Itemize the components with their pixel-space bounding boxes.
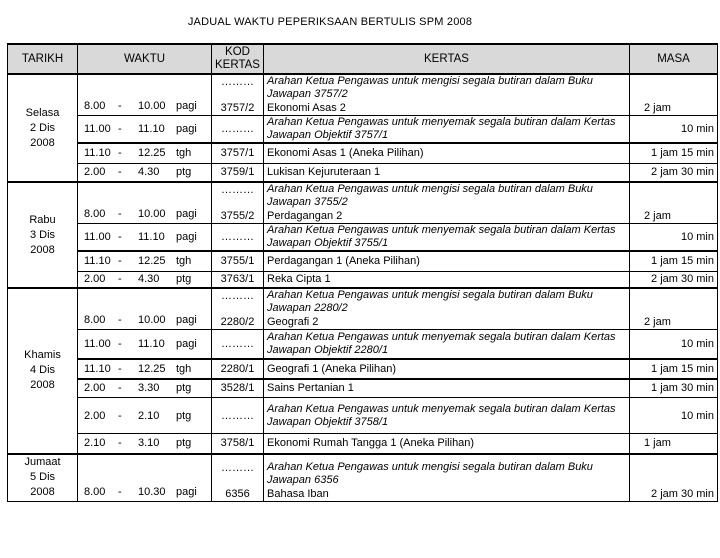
date-date: 4 Dis (29, 364, 56, 377)
kod-cell (212, 251, 264, 271)
instruction-text: Arahan Ketua Pengawas untuk menyemak segala butiran dalam Kertas Jawapan Objektif 3755/1 (267, 224, 616, 249)
kod-cell (212, 379, 264, 398)
time-start: 2.00 (84, 409, 106, 422)
table-row (8, 330, 718, 359)
kod-cell (212, 143, 264, 163)
time-dash: - (118, 486, 122, 498)
table-row (8, 116, 718, 144)
time-cell (78, 143, 212, 163)
date-day: Khamis (24, 349, 61, 362)
page-title: JADUAL WAKTU PEPERIKSAAN BERTULIS SPM 2008 (187, 16, 473, 28)
table-row (8, 74, 718, 116)
masa-cell: 10 min (630, 224, 718, 252)
header-tarikh: TARIKH (8, 44, 78, 74)
time-dash: - (118, 147, 122, 160)
kod-value: 3528/1 (220, 382, 255, 395)
table-row (8, 224, 718, 252)
masa-cell: 1 jam (630, 434, 718, 454)
time-dash: - (118, 273, 122, 286)
table-row (8, 251, 718, 271)
time-end: 10.30 (138, 486, 166, 498)
kod-value: 2280/2 (220, 316, 255, 328)
kod-value: ……… (221, 231, 254, 243)
time-dash: - (118, 208, 122, 220)
header-waktu: WAKTU (78, 44, 212, 74)
date-year: 2008 (30, 486, 55, 499)
time-start: 2.10 (84, 437, 106, 450)
kod-value: 3758/1 (220, 437, 255, 450)
table-row (8, 454, 718, 502)
time-end: 10.00 (138, 100, 166, 112)
kod-cell (212, 288, 264, 330)
date-cell (8, 182, 78, 288)
time-cell (78, 398, 212, 434)
time-period: ptg (176, 166, 192, 179)
kod-value: 2280/1 (220, 362, 255, 375)
header-kertas: KERTAS (264, 44, 630, 74)
instruction-text: Arahan Ketua Pengawas untuk mengisi segala butiran dalam Buku Jawapan 6356 (267, 461, 593, 486)
time-end: 12.25 (138, 147, 166, 160)
time-start: 11.00 (84, 123, 111, 135)
time-cell (78, 116, 212, 144)
time-start: 8.00 (84, 314, 106, 326)
kod-value: 3757/1 (220, 147, 255, 160)
date-day: Selasa (25, 106, 60, 119)
time-start: 8.00 (84, 486, 106, 498)
kod-dots: ……… (221, 76, 254, 88)
time-start: 11.00 (84, 231, 111, 243)
paper-name: Ekonomi Rumah Tangga 1 (Aneka Pilihan) (267, 437, 475, 450)
paper-name: Ekonomi Asas 1 (Aneka Pilihan) (267, 147, 424, 160)
time-end: 3.10 (138, 437, 160, 450)
time-cell (78, 74, 212, 116)
kod-value: 3755/1 (220, 255, 255, 268)
kod-cell (212, 359, 264, 379)
instruction-text: Arahan Ketua Pengawas untuk mengisi segala butiran dalam Buku Jawapan 3757/2 (267, 75, 593, 100)
time-start: 8.00 (84, 100, 106, 112)
kertas-cell (264, 163, 630, 182)
time-period: pagi (176, 100, 197, 112)
time-period: pagi (176, 208, 197, 220)
kod-cell (212, 116, 264, 144)
masa-cell: 10 min (630, 398, 718, 434)
time-period: pagi (176, 337, 197, 350)
time-period: pagi (176, 123, 197, 135)
table-row (8, 182, 718, 224)
kod-dots: ……… (221, 462, 254, 474)
kertas-cell (264, 398, 630, 434)
masa-cell: 2 jam (630, 182, 718, 224)
date-date: 5 Dis (29, 471, 56, 484)
kod-value: 3763/1 (220, 273, 255, 286)
time-period: pagi (176, 314, 197, 326)
time-dash: - (118, 409, 122, 422)
time-end: 12.25 (138, 362, 166, 375)
time-dash: - (118, 337, 122, 350)
kertas-cell (264, 224, 630, 252)
table-row (8, 359, 718, 379)
time-period: ptg (176, 409, 192, 422)
kod-cell (212, 74, 264, 116)
paper-name: Ekonomi Asas 2 (267, 102, 346, 114)
time-cell (78, 271, 212, 288)
time-cell (78, 224, 212, 252)
paper-name: Geografi 2 (267, 316, 319, 328)
table-row (8, 379, 718, 398)
kod-cell (212, 163, 264, 182)
time-period: tgh (176, 255, 192, 268)
masa-cell: 2 jam 30 min (630, 163, 718, 182)
header-kod-line1: KOD (225, 46, 250, 58)
time-end: 10.00 (138, 314, 166, 326)
header-kod-line2: KERTAS (215, 59, 260, 71)
time-dash: - (118, 123, 122, 135)
date-day: Rabu (29, 213, 56, 226)
kertas-cell (264, 379, 630, 398)
time-period: tgh (176, 147, 192, 160)
time-start: 11.10 (84, 147, 111, 160)
time-cell (78, 288, 212, 330)
time-period: ptg (176, 273, 192, 286)
time-end: 10.00 (138, 208, 166, 220)
kertas-cell (264, 74, 630, 116)
date-date: 3 Dis (29, 228, 56, 241)
time-start: 2.00 (84, 166, 106, 179)
masa-cell: 10 min (630, 330, 718, 359)
time-end: 2.10 (138, 409, 160, 422)
table-row (8, 143, 718, 163)
time-cell (78, 379, 212, 398)
time-cell (78, 454, 212, 502)
kertas-cell (264, 182, 630, 224)
kertas-cell (264, 271, 630, 288)
header-kod-kertas (212, 44, 264, 74)
paper-name: Reka Cipta 1 (267, 273, 331, 286)
instruction-text: Arahan Ketua Pengawas untuk menyemak segala butiran dalam Kertas Jawapan Objektif 3758/1 (267, 402, 616, 428)
timetable-body (8, 74, 718, 502)
time-start: 11.10 (84, 255, 111, 268)
time-dash: - (118, 382, 122, 395)
date-cell (8, 74, 78, 182)
time-dash: - (118, 362, 122, 375)
time-period: ptg (176, 437, 192, 450)
paper-name: Sains Pertanian 1 (267, 382, 354, 395)
kertas-cell (264, 330, 630, 359)
kod-cell (212, 182, 264, 224)
time-cell (78, 251, 212, 271)
masa-cell: 1 jam 15 min (630, 251, 718, 271)
masa-cell: 2 jam 30 min (630, 454, 718, 502)
date-year: 2008 (30, 136, 55, 149)
time-end: 3.30 (138, 382, 160, 395)
masa-cell: 1 jam 15 min (630, 359, 718, 379)
paper-name: Bahasa Iban (267, 488, 329, 500)
kod-cell (212, 454, 264, 502)
kod-value: ……… (221, 409, 254, 422)
kod-value: ……… (221, 123, 254, 135)
time-end: 11.10 (138, 123, 165, 135)
time-cell (78, 182, 212, 224)
kertas-cell (264, 288, 630, 330)
time-end: 11.10 (138, 231, 165, 243)
kod-cell (212, 398, 264, 434)
time-period: pagi (176, 486, 197, 498)
kertas-cell (264, 116, 630, 144)
date-year: 2008 (30, 243, 55, 256)
paper-name: Lukisan Kejuruteraan 1 (267, 166, 381, 179)
date-cell (8, 288, 78, 454)
kertas-cell (264, 251, 630, 271)
date-date: 2 Dis (29, 121, 56, 134)
kertas-cell (264, 143, 630, 163)
table-row (8, 434, 718, 454)
table-row (8, 271, 718, 288)
masa-cell: 1 jam 15 min (630, 143, 718, 163)
kod-value: 3755/2 (220, 210, 255, 222)
time-period: tgh (176, 362, 192, 375)
kod-value: ……… (221, 337, 254, 350)
time-cell (78, 330, 212, 359)
masa-cell: 2 jam 30 min (630, 271, 718, 288)
masa-cell: 2 jam (630, 288, 718, 330)
table-row (8, 398, 718, 434)
instruction-text: Arahan Ketua Pengawas untuk mengisi segala butiran dalam Buku Jawapan 3755/2 (267, 183, 593, 208)
time-end: 4.30 (138, 273, 160, 286)
date-day: Jumaat (24, 456, 61, 469)
time-start: 8.00 (84, 208, 106, 220)
time-start: 2.00 (84, 382, 106, 395)
time-cell (78, 434, 212, 454)
kod-value: 6356 (225, 488, 250, 500)
time-dash: - (118, 255, 122, 268)
instruction-text: Arahan Ketua Pengawas untuk menyemak segala butiran dalam Kertas Jawapan Objektif 3757/1 (267, 116, 616, 141)
time-end: 12.25 (138, 255, 166, 268)
time-dash: - (118, 166, 122, 179)
exam-timetable (7, 43, 718, 502)
time-dash: - (118, 437, 122, 450)
header-masa: MASA (630, 44, 718, 74)
time-start: 2.00 (84, 273, 106, 286)
masa-cell: 1 jam 30 min (630, 379, 718, 398)
kod-cell (212, 224, 264, 252)
paper-name: Perdagangan 2 (267, 210, 343, 222)
time-dash: - (118, 100, 122, 112)
kod-dots: ……… (221, 290, 254, 302)
kod-cell (212, 271, 264, 288)
time-end: 11.10 (138, 337, 165, 350)
date-cell (8, 454, 78, 502)
kod-value: 3759/1 (220, 166, 255, 179)
masa-cell: 10 min (630, 116, 718, 144)
kod-cell (212, 330, 264, 359)
kertas-cell (264, 359, 630, 379)
paper-name: Perdagangan 1 (Aneka Pilihan) (267, 255, 420, 268)
time-cell (78, 163, 212, 182)
kertas-cell (264, 434, 630, 454)
time-dash: - (118, 314, 122, 326)
paper-name: Geografi 1 (Aneka Pilihan) (267, 362, 397, 375)
instruction-text: Arahan Ketua Pengawas untuk mengisi segala butiran dalam Buku Jawapan 2280/2 (267, 289, 593, 314)
date-year: 2008 (30, 379, 55, 392)
time-cell (78, 359, 212, 379)
table-row (8, 288, 718, 330)
table-row (8, 163, 718, 182)
time-dash: - (118, 231, 122, 243)
kod-dots: ……… (221, 184, 254, 196)
time-period: pagi (176, 231, 197, 243)
masa-cell: 2 jam (630, 74, 718, 116)
kertas-cell (264, 454, 630, 502)
kod-cell (212, 434, 264, 454)
time-end: 4.30 (138, 166, 160, 179)
time-start: 11.10 (84, 362, 111, 375)
time-start: 11.00 (84, 337, 111, 350)
instruction-text: Arahan Ketua Pengawas untuk menyemak segala butiran dalam Kertas Jawapan Objektif 2280/1 (267, 330, 616, 356)
kod-value: 3757/2 (220, 102, 255, 114)
time-period: ptg (176, 382, 192, 395)
